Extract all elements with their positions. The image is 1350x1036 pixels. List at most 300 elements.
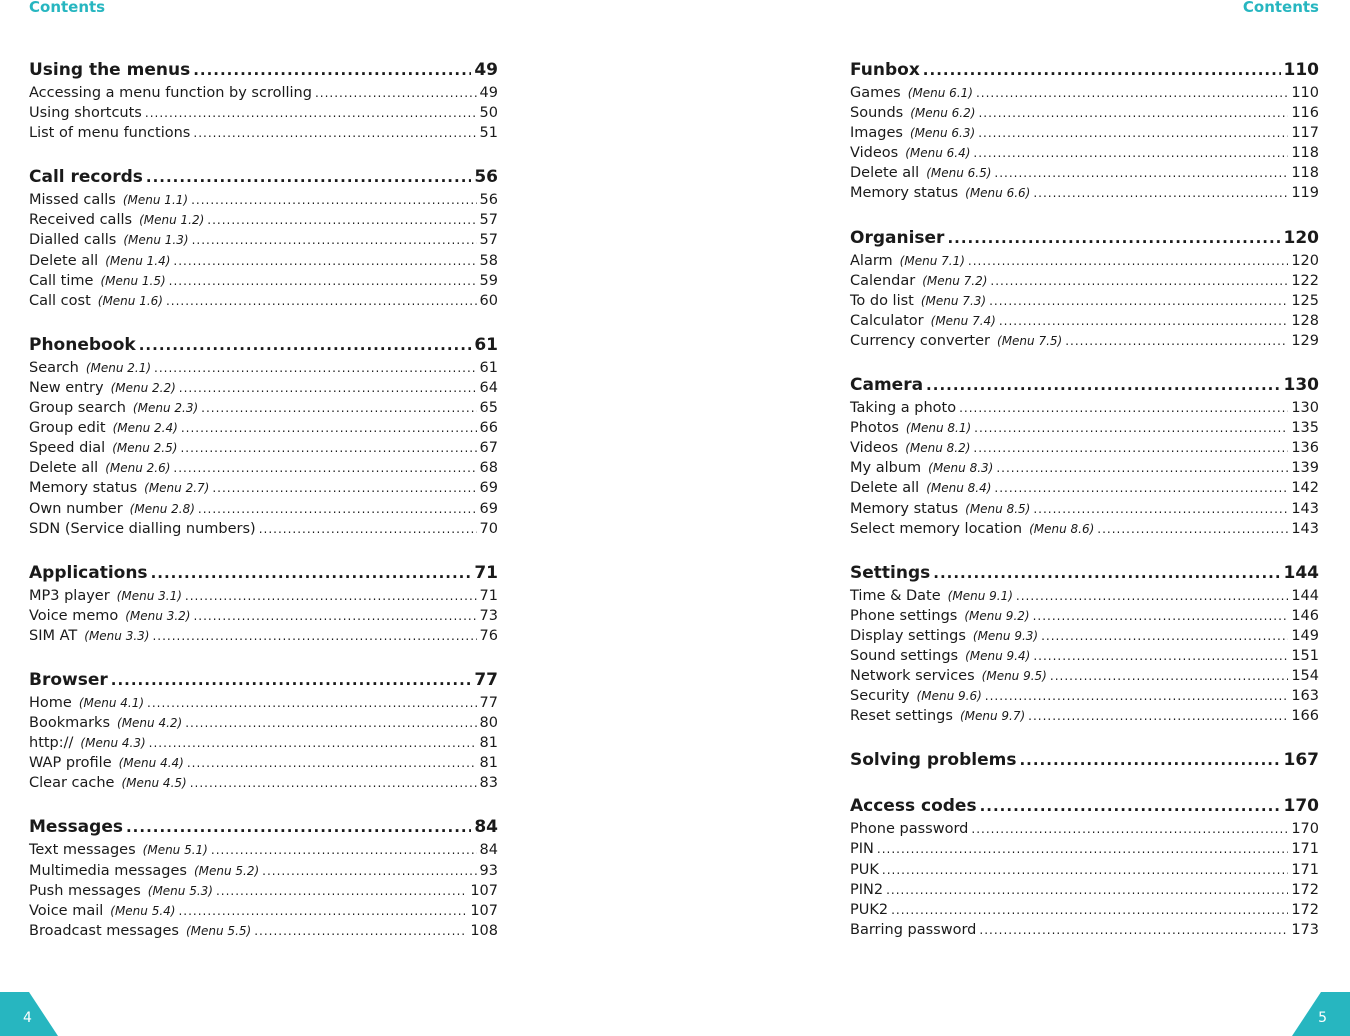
section-title: Applications	[29, 562, 148, 583]
toc-entry[interactable]	[29, 628, 498, 648]
entry-label: Delete all	[29, 252, 99, 269]
entry-page-number: 144	[1291, 587, 1319, 604]
toc-entry[interactable]	[850, 862, 1319, 882]
entry-page-number: 108	[470, 922, 498, 939]
toc-entry[interactable]	[850, 648, 1319, 668]
toc-section-heading[interactable]	[29, 813, 498, 841]
entry-menu-ref: (Menu 3.3)	[84, 628, 150, 643]
entry-label: http://	[29, 735, 74, 752]
dot-leader	[973, 146, 1288, 160]
toc-entry[interactable]	[29, 501, 498, 521]
dot-leader	[978, 126, 1288, 140]
dot-leader	[259, 522, 477, 536]
entry-label: Calculator	[850, 312, 924, 329]
toc-entry[interactable]	[850, 628, 1319, 648]
dot-leader	[179, 381, 477, 395]
dot-leader	[989, 294, 1288, 308]
section-page-number: 167	[1283, 750, 1319, 771]
dot-leader	[315, 86, 477, 100]
entry-label: Videos	[850, 440, 899, 457]
entry-label: Voice mail	[29, 902, 104, 919]
toc-entry[interactable]	[29, 588, 498, 608]
toc-entry[interactable]	[29, 695, 498, 715]
toc-entry[interactable]	[850, 440, 1319, 460]
entry-label: Push messages	[29, 882, 141, 899]
entry-page-number: 135	[1291, 420, 1319, 437]
toc-section-heading[interactable]	[850, 746, 1319, 774]
entry-label: PUK	[850, 861, 879, 878]
entry-page-number: 171	[1291, 861, 1319, 878]
dot-leader	[1033, 649, 1288, 663]
dot-leader	[111, 671, 472, 689]
toc-entry[interactable]	[29, 440, 498, 460]
dot-leader	[994, 166, 1288, 180]
dot-leader	[166, 294, 477, 308]
toc-entry[interactable]	[29, 360, 498, 380]
entry-page-number: 110	[1291, 85, 1319, 101]
dot-leader	[923, 61, 1281, 79]
dot-leader	[1097, 522, 1288, 536]
entry-menu-ref: (Menu 9.2)	[964, 608, 1030, 623]
toc-entry[interactable]	[850, 588, 1319, 608]
entry-page-number: 130	[1291, 400, 1319, 417]
dot-leader	[1041, 629, 1288, 643]
entry-page-number: 107	[470, 902, 498, 919]
dot-leader	[173, 461, 476, 475]
entry-menu-ref: (Menu 2.7)	[144, 481, 210, 496]
entry-menu-ref: (Menu 2.3)	[132, 401, 199, 416]
entry-page-number: 143	[1291, 500, 1319, 517]
dot-leader	[968, 254, 1288, 268]
entry-page-number: 118	[1291, 145, 1319, 162]
dot-leader	[198, 502, 477, 516]
entry-page-number: 66	[479, 420, 498, 437]
dot-leader	[149, 736, 477, 750]
entry-label: Currency converter	[850, 332, 991, 349]
toc-section-heading[interactable]	[29, 559, 498, 587]
toc-entry[interactable]	[850, 145, 1319, 165]
dot-leader	[212, 481, 476, 495]
entry-menu-ref: (Menu 9.1)	[947, 588, 1013, 603]
dot-leader	[187, 756, 477, 770]
entry-menu-ref: (Menu 2.1)	[85, 360, 152, 375]
entry-label: Call time	[29, 272, 94, 289]
toc-entry[interactable]	[850, 902, 1319, 922]
entry-label: Home	[29, 694, 72, 711]
entry-label: Security	[850, 688, 910, 705]
toc-entry[interactable]	[850, 293, 1319, 313]
dot-leader	[979, 923, 1288, 937]
entry-label: To do list	[850, 292, 914, 309]
entry-menu-ref: (Menu 7.2)	[922, 273, 988, 288]
toc-entry[interactable]	[850, 125, 1319, 145]
entry-page-number: 81	[479, 735, 498, 752]
toc-entry[interactable]	[29, 232, 498, 252]
entry-page-number: 151	[1291, 647, 1319, 664]
entry-menu-ref: (Menu 8.4)	[926, 481, 992, 496]
entry-page-number: 51	[479, 125, 498, 142]
entry-page-number: 57	[479, 232, 498, 249]
toc-entry[interactable]	[29, 460, 498, 480]
section-page-number: 77	[474, 669, 498, 690]
entry-label: My album	[850, 460, 922, 477]
entry-page-number: 170	[1291, 821, 1319, 838]
dot-leader	[211, 843, 477, 857]
entry-page-number: 81	[479, 755, 498, 772]
dot-leader	[145, 106, 477, 120]
section-page-number: 71	[474, 562, 498, 583]
section-title: Organiser	[850, 227, 945, 248]
entry-label: Group edit	[29, 420, 106, 437]
toc-entry[interactable]	[850, 273, 1319, 293]
dot-leader	[139, 336, 472, 354]
entry-page-number: 142	[1291, 480, 1319, 497]
entry-menu-ref: (Menu 5.4)	[110, 903, 176, 918]
entry-label: PIN2	[850, 881, 884, 898]
section-title: Messages	[29, 817, 123, 838]
dot-leader	[1033, 502, 1288, 516]
toc-entry[interactable]	[850, 400, 1319, 420]
dot-leader	[193, 61, 471, 79]
entry-label: Delete all	[850, 165, 920, 182]
toc-section-heading[interactable]	[850, 371, 1319, 399]
entry-menu-ref: (Menu 8.2)	[905, 441, 971, 456]
entry-label: MP3 player	[29, 587, 110, 604]
toc-entry[interactable]	[29, 842, 498, 862]
toc-entry[interactable]	[29, 400, 498, 420]
entry-label: Received calls	[29, 212, 133, 229]
dot-leader	[994, 481, 1288, 495]
entry-page-number: 116	[1291, 105, 1319, 122]
dot-leader	[933, 564, 1280, 582]
page-number-right: 5	[1318, 1010, 1327, 1026]
toc-entry[interactable]	[850, 313, 1319, 333]
entry-label: Call cost	[29, 292, 91, 309]
dot-leader	[971, 822, 1288, 836]
entry-page-number: 69	[479, 480, 498, 497]
entry-label: PUK2	[850, 901, 889, 918]
entry-page-number: 139	[1291, 460, 1319, 477]
dot-leader	[178, 904, 467, 918]
entry-page-number: 122	[1291, 272, 1319, 289]
entry-page-number: 73	[479, 607, 498, 624]
entry-label: SDN (Service dialling numbers)	[29, 520, 256, 537]
toc-section-heading[interactable]	[850, 56, 1319, 84]
toc-entry[interactable]	[850, 501, 1319, 521]
entry-label: Reset settings	[850, 708, 953, 725]
entry-menu-ref: (Menu 6.4)	[905, 146, 971, 161]
entry-page-number: 49	[479, 85, 498, 101]
entry-label: Games	[850, 85, 901, 101]
entry-menu-ref: (Menu 8.5)	[965, 501, 1031, 516]
section-title: Browser	[29, 669, 108, 690]
entry-page-number: 125	[1291, 292, 1319, 309]
entry-page-number: 59	[479, 272, 498, 289]
entry-menu-ref: (Menu 6.3)	[909, 126, 976, 141]
toc-entry[interactable]	[29, 105, 498, 125]
entry-label: Barring password	[850, 921, 977, 938]
dot-leader	[1016, 589, 1288, 603]
toc-section	[29, 331, 498, 541]
entry-label: Search	[29, 359, 79, 376]
toc-entry[interactable]	[29, 85, 498, 105]
entry-menu-ref: (Menu 2.4)	[112, 421, 178, 436]
entry-page-number: 67	[479, 440, 498, 457]
dot-leader	[185, 589, 477, 603]
toc-entry[interactable]	[29, 273, 498, 293]
entry-label: Bookmarks	[29, 715, 111, 732]
dot-leader	[169, 274, 477, 288]
entry-label: Multimedia messages	[29, 862, 187, 879]
entry-page-number: 77	[479, 694, 498, 711]
dot-leader	[126, 818, 471, 836]
dot-leader	[985, 689, 1289, 703]
toc-section	[29, 666, 498, 795]
section-title: Access codes	[850, 796, 977, 817]
entry-menu-ref: (Menu 9.4)	[965, 648, 1031, 663]
entry-label: Delete all	[29, 460, 99, 477]
entry-label: Using shortcuts	[29, 105, 142, 122]
toc-entry[interactable]	[850, 821, 1319, 841]
toc-entry[interactable]	[29, 192, 498, 212]
entry-menu-ref: (Menu 1.5)	[100, 273, 166, 288]
entry-menu-ref: (Menu 7.1)	[899, 253, 965, 268]
toc-entry[interactable]	[850, 521, 1319, 541]
toc-entry[interactable]	[850, 668, 1319, 688]
toc-left-column	[29, 56, 498, 961]
entry-page-number: 50	[479, 105, 498, 122]
dot-leader	[990, 274, 1288, 288]
entry-menu-ref: (Menu 6.5)	[926, 166, 992, 181]
entry-menu-ref: (Menu 7.5)	[997, 333, 1063, 348]
toc-entry[interactable]	[850, 165, 1319, 185]
toc-section-heading[interactable]	[850, 224, 1319, 252]
entry-page-number: 65	[479, 400, 498, 417]
dot-leader	[978, 106, 1288, 120]
dot-leader	[974, 421, 1288, 435]
dot-leader	[1033, 186, 1288, 200]
toc-section-heading[interactable]	[29, 56, 498, 84]
running-header-left: Contents	[29, 0, 106, 16]
entry-label: Missed calls	[29, 192, 116, 209]
dot-leader	[1028, 709, 1288, 723]
entry-label: Videos	[850, 145, 899, 162]
section-page-number: 61	[474, 334, 498, 355]
entry-menu-ref: (Menu 9.7)	[959, 709, 1026, 724]
entry-menu-ref: (Menu 1.1)	[122, 193, 189, 208]
entry-page-number: 166	[1291, 708, 1319, 725]
section-page-number: 144	[1283, 562, 1319, 583]
dot-leader	[207, 213, 476, 227]
dot-leader	[1065, 334, 1288, 348]
toc-section	[850, 792, 1319, 942]
entry-menu-ref: (Menu 1.6)	[97, 293, 163, 308]
entry-label: Time & Date	[850, 587, 941, 604]
toc-entry[interactable]	[29, 883, 498, 903]
entry-label: New entry	[29, 379, 104, 396]
dot-leader	[882, 863, 1288, 877]
entry-menu-ref: (Menu 6.6)	[965, 186, 1031, 201]
entry-page-number: 154	[1291, 668, 1319, 685]
toc-entry[interactable]	[29, 293, 498, 313]
entry-label: PIN	[850, 841, 874, 858]
entry-page-number: 71	[479, 587, 498, 604]
section-title: Settings	[850, 562, 931, 583]
toc-entry[interactable]	[29, 521, 498, 541]
entry-menu-ref: (Menu 3.1)	[116, 588, 182, 603]
toc-section	[850, 746, 1319, 774]
toc-entry[interactable]	[29, 903, 498, 923]
section-page-number: 120	[1283, 227, 1319, 248]
entry-page-number: 128	[1291, 312, 1319, 329]
entry-label: Voice memo	[29, 607, 119, 624]
toc-entry[interactable]	[29, 923, 498, 943]
dot-leader	[959, 401, 1288, 415]
toc-section	[850, 56, 1319, 206]
section-title: Using the menus	[29, 60, 191, 80]
toc-entry[interactable]	[850, 841, 1319, 861]
toc-section	[29, 163, 498, 313]
dot-leader	[147, 696, 477, 710]
dot-leader	[980, 797, 1281, 815]
entry-menu-ref: (Menu 5.3)	[147, 883, 213, 898]
entry-page-number: 173	[1291, 921, 1319, 938]
dot-leader	[1050, 669, 1288, 683]
entry-page-number: 69	[479, 500, 498, 517]
toc-entry[interactable]	[850, 253, 1319, 273]
entry-menu-ref: (Menu 1.3)	[123, 233, 189, 248]
toc-entry[interactable]	[29, 125, 498, 145]
entry-page-number: 107	[470, 882, 498, 899]
toc-entry[interactable]	[29, 735, 498, 755]
dot-leader	[146, 168, 471, 186]
entry-page-number: 117	[1291, 125, 1319, 142]
section-title: Funbox	[850, 60, 920, 80]
toc-section	[850, 224, 1319, 353]
entry-menu-ref: (Menu 2.8)	[129, 501, 195, 516]
toc-entry[interactable]	[850, 333, 1319, 353]
toc-section-heading[interactable]	[29, 666, 498, 694]
toc-entry[interactable]	[850, 460, 1319, 480]
toc-entry[interactable]	[29, 608, 498, 628]
entry-label: Memory status	[850, 500, 959, 517]
entry-page-number: 119	[1291, 185, 1319, 202]
entry-label: SIM AT	[29, 627, 78, 644]
toc-section	[850, 371, 1319, 541]
section-page-number: 110	[1283, 60, 1319, 80]
section-page-number: 84	[474, 817, 498, 838]
entry-menu-ref: (Menu 9.5)	[981, 669, 1047, 684]
entry-page-number: 58	[479, 252, 498, 269]
dot-leader	[999, 314, 1288, 328]
toc-entry[interactable]	[850, 185, 1319, 205]
entry-label: Memory status	[29, 480, 138, 497]
entry-menu-ref: (Menu 2.6)	[105, 461, 171, 476]
toc-entry[interactable]	[850, 922, 1319, 942]
section-title: Solving problems	[850, 750, 1017, 771]
dot-leader	[891, 903, 1288, 917]
toc-entry[interactable]	[850, 608, 1319, 628]
entry-label: Text messages	[29, 842, 136, 859]
dot-leader	[190, 776, 477, 790]
entry-label: Display settings	[850, 627, 966, 644]
toc-entry[interactable]	[29, 480, 498, 500]
entry-menu-ref: (Menu 4.1)	[78, 695, 145, 710]
dot-leader	[254, 924, 467, 938]
dot-leader	[877, 842, 1288, 856]
toc-entry[interactable]	[850, 688, 1319, 708]
entry-label: List of menu functions	[29, 125, 191, 142]
section-title: Call records	[29, 167, 143, 188]
toc-entry[interactable]	[29, 863, 498, 883]
entry-label: Memory status	[850, 185, 959, 202]
entry-label: WAP profile	[29, 755, 112, 772]
entry-menu-ref: (Menu 5.1)	[142, 843, 208, 858]
dot-leader	[976, 86, 1288, 100]
toc-section-heading[interactable]	[29, 163, 498, 191]
toc-entry[interactable]	[850, 708, 1319, 728]
entry-page-number: 118	[1291, 165, 1319, 182]
entry-page-number: 68	[479, 460, 498, 477]
entry-menu-ref: (Menu 8.1)	[905, 421, 972, 436]
entry-menu-ref: (Menu 5.5)	[185, 923, 252, 938]
toc-entry[interactable]	[850, 85, 1319, 105]
section-page-number: 130	[1283, 375, 1319, 396]
entry-menu-ref: (Menu 4.5)	[121, 776, 187, 791]
dot-leader	[926, 376, 1280, 394]
toc-entry[interactable]	[29, 420, 498, 440]
toc-entry[interactable]	[850, 105, 1319, 125]
toc-entry[interactable]	[850, 882, 1319, 902]
entry-page-number: 84	[479, 842, 498, 859]
toc-section-heading[interactable]	[850, 559, 1319, 587]
entry-menu-ref: (Menu 6.2)	[910, 106, 976, 121]
entry-page-number: 76	[479, 627, 498, 644]
entry-label: Alarm	[850, 252, 893, 269]
dot-leader	[154, 361, 477, 375]
toc-entry[interactable]	[850, 420, 1319, 440]
toc-entry[interactable]	[29, 715, 498, 735]
toc-entry[interactable]	[29, 775, 498, 795]
dot-leader	[216, 884, 467, 898]
dot-leader	[193, 609, 476, 623]
toc-section-heading[interactable]	[29, 331, 498, 359]
entry-label: Photos	[850, 420, 899, 437]
dot-leader	[1033, 609, 1289, 623]
entry-page-number: 60	[479, 292, 498, 309]
entry-label: Sounds	[850, 105, 904, 122]
toc-entry[interactable]	[29, 380, 498, 400]
toc-entry[interactable]	[29, 755, 498, 775]
toc-section-heading[interactable]	[850, 792, 1319, 820]
toc-entry[interactable]	[850, 480, 1319, 500]
entry-label: Select memory location	[850, 520, 1023, 537]
section-page-number: 56	[474, 167, 498, 188]
entry-menu-ref: (Menu 9.6)	[916, 689, 982, 704]
entry-label: Own number	[29, 500, 123, 517]
dot-leader	[192, 233, 477, 247]
dot-leader	[947, 229, 1280, 247]
running-header-right: Contents	[1242, 0, 1319, 16]
entry-page-number: 64	[479, 379, 498, 396]
dot-leader	[973, 441, 1288, 455]
toc-entry[interactable]	[29, 253, 498, 273]
toc-entry[interactable]	[29, 212, 498, 232]
entry-menu-ref: (Menu 9.3)	[972, 628, 1039, 643]
entry-page-number: 172	[1291, 881, 1319, 898]
entry-page-number: 143	[1291, 520, 1319, 537]
entry-menu-ref: (Menu 4.4)	[118, 756, 184, 771]
